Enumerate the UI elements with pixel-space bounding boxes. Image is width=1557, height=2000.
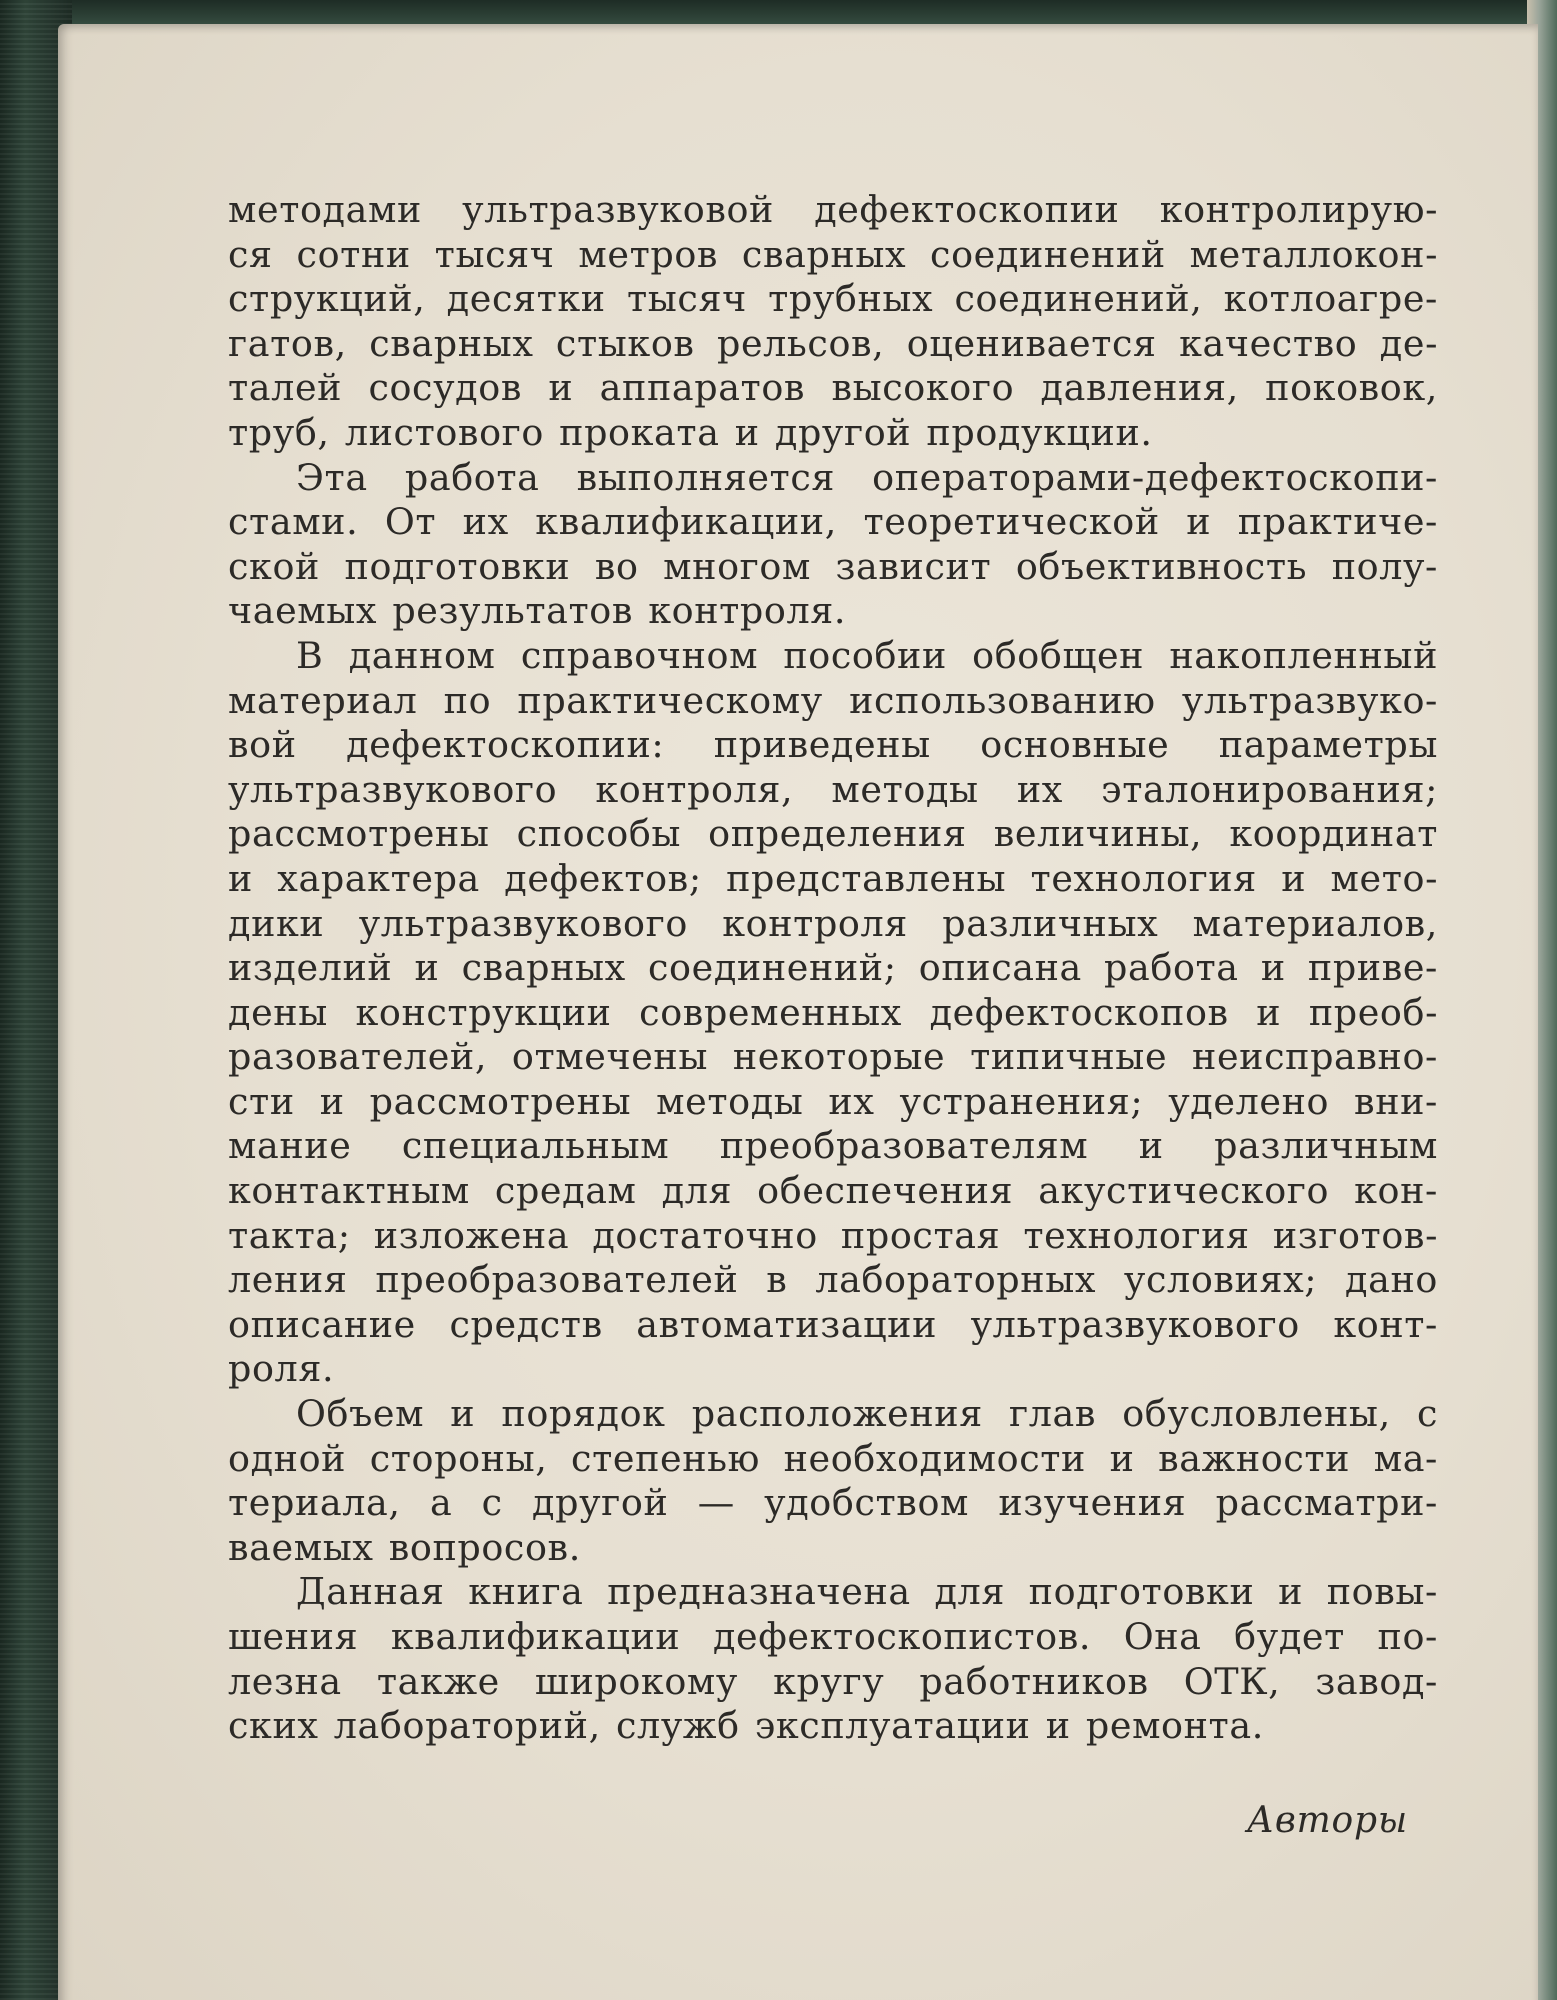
text-line: ских лабораторий, служб эксплуатации и ремонта. <box>228 1704 1264 1748</box>
paragraph <box>228 634 1438 1392</box>
text-line: териала, а с другой — удобством изучения рассматри- <box>228 1481 1438 1525</box>
text-line: стами. От их квалификации, теоретической и практиче- <box>228 500 1438 544</box>
paragraph <box>228 188 1438 456</box>
paragraph <box>228 1570 1438 1748</box>
text-line: роля. <box>228 1347 335 1391</box>
text-line: методами ультразвуковой дефектоскопии контролирую- <box>228 188 1438 231</box>
text-line: мание специальным преобразователям и различным <box>228 1124 1438 1168</box>
text-line: Данная книга предназначена для подготовки и повы- <box>296 1570 1438 1614</box>
paragraph <box>228 456 1438 634</box>
text-line: В данном справочном пособии обобщен накопленный <box>296 633 1438 677</box>
text-line: ваемых вопросов. <box>228 1525 581 1569</box>
text-line: гатов, сварных стыков рельсов, оценивается качество де- <box>228 321 1438 365</box>
paragraph <box>228 1392 1438 1570</box>
text-line: ления преобразователей в лабораторных условиях; дано <box>228 1258 1438 1302</box>
text-line: труб, листового проката и другой продукции. <box>228 410 1153 454</box>
text-line: ся сотни тысяч метров сварных соединений металлокон- <box>228 232 1438 276</box>
text-line: и характера дефектов; представлены технология и мето- <box>228 856 1438 900</box>
signature-authors: Авторы <box>1246 1800 1408 1841</box>
text-line: струкций, десятки тысяч трубных соединений, котлоагре- <box>228 277 1438 321</box>
text-line: талей сосудов и аппаратов высокого давления, поковок, <box>228 366 1438 410</box>
text-line: Эта работа выполняется операторами-дефектоскопи- <box>296 455 1438 499</box>
text-line: изделий и сварных соединений; описана работа и приве- <box>228 946 1438 990</box>
text-line: рассмотрены способы определения величины, координат <box>228 812 1438 856</box>
text-line: сти и рассмотрены методы их устранения; уделено вни- <box>228 1079 1438 1123</box>
text-line: описание средств автоматизации ультразвукового конт- <box>228 1302 1438 1346</box>
text-line: чаемых результатов контроля. <box>228 589 847 633</box>
text-line: одной стороны, степенью необходимости и важности ма- <box>228 1436 1438 1480</box>
text-line: шения квалификации дефектоскопистов. Она будет по- <box>228 1615 1438 1658</box>
text-line: такта; изложена достаточно простая технология изготов- <box>228 1213 1438 1257</box>
text-line: Объем и порядок расположения глав обусловлены, с <box>296 1392 1438 1436</box>
text-line: дены конструкции современных дефектоскопов и преоб- <box>228 990 1438 1034</box>
text-line: лезна также широкому кругу работников ОТК, завод- <box>228 1659 1438 1703</box>
text-line: разователей, отмечены некоторые типичные неисправно- <box>228 1035 1438 1079</box>
text-line: вой дефектоскопии: приведены основные параметры <box>228 723 1438 767</box>
text-line: ультразвукового контроля, методы их эталонирования; <box>228 767 1438 811</box>
text-line: дики ультразвукового контроля различных материалов, <box>228 901 1438 945</box>
page-text <box>228 188 1438 1749</box>
text-line: контактным средам для обеспечения акустического кон- <box>228 1169 1438 1213</box>
text-line: ской подготовки во многом зависит объективность полу- <box>228 544 1438 588</box>
text-line: материал по практическому использованию ультразвуко- <box>228 678 1438 722</box>
